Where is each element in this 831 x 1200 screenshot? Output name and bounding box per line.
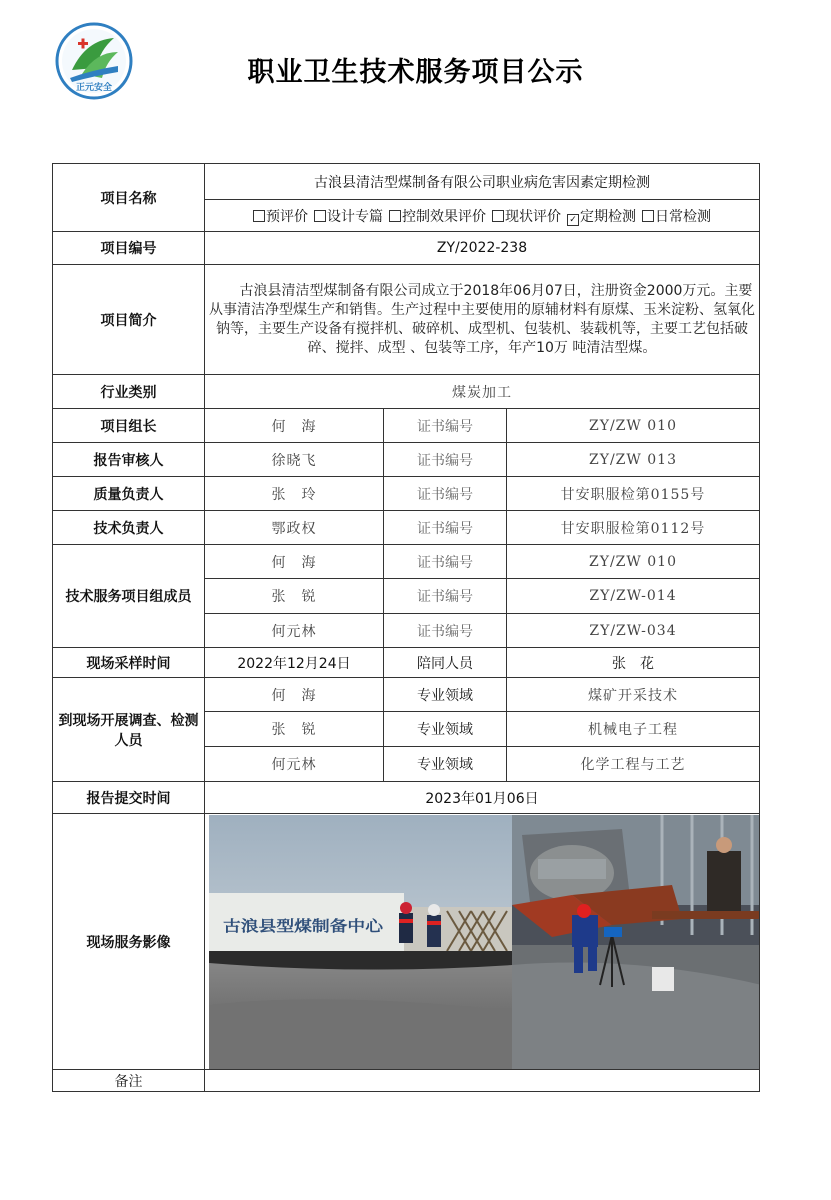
- remarks-value: [205, 1070, 760, 1092]
- field-staff-label: 到现场开展调查、检测人员: [53, 678, 205, 782]
- report-reviewer-name: 徐晓飞: [205, 443, 384, 477]
- report-reviewer-cert-label: 证书编号: [384, 443, 507, 477]
- checked-box-icon: ✓: [567, 214, 579, 226]
- service-type-option: [314, 206, 383, 226]
- quality-lead-label: 质量负责人: [53, 477, 205, 511]
- quality-lead-name: 张 玲: [205, 477, 384, 511]
- team-member-name: 何 海: [205, 545, 384, 579]
- service-type-option: [492, 206, 561, 226]
- team-member-cert-label: 证书编号: [384, 545, 507, 579]
- project-number-value: ZY/2022-238: [205, 232, 760, 265]
- field-staff-field-label: 专业领域: [384, 712, 507, 747]
- site-photo-indoor: [512, 815, 760, 1069]
- tech-lead-cert: 甘安职服检第0112号: [507, 511, 760, 545]
- team-member-name: 张 锐: [205, 579, 384, 614]
- empty-box-icon: [314, 210, 326, 222]
- service-type-option-label: 控制效果评价: [402, 208, 486, 225]
- photos-cell: [205, 814, 760, 1070]
- escort-value: 张 花: [507, 648, 760, 678]
- field-staff-field-label: 专业领域: [384, 747, 507, 782]
- project-intro-label: 项目简介: [53, 265, 205, 375]
- project-intro-body: 古浪县清洁型煤制备有限公司成立于2018年06月07日，注册资金2000万元。主要从事清洁净型煤生产和销售。生产过程中主要使用的原辅材料有原煤、玉米淀粉、氢氧化钠等，主要生产设备有搅拌机、破碎机、成型机、包装机、装载机等，主要工艺包括破碎、搅拌、成型 、包装等工序，年产10万 吨清洁型煤。: [209, 282, 755, 356]
- sampling-time-value: 2022年12月24日: [205, 648, 384, 678]
- field-staff-field: 机械电子工程: [507, 712, 760, 747]
- submit-time-value: 2023年01月06日: [205, 782, 760, 814]
- service-type-options: [205, 200, 760, 232]
- service-type-option-label: 设计专篇: [327, 208, 383, 225]
- team-label: 技术服务项目组成员: [53, 545, 205, 648]
- service-type-option-label: 定期检测: [580, 208, 636, 225]
- service-type-option: [253, 206, 308, 226]
- field-staff-field-label: 专业领域: [384, 678, 507, 712]
- service-type-option: [567, 206, 636, 226]
- service-type-option: [389, 206, 486, 226]
- remarks-label: 备注: [53, 1070, 205, 1092]
- service-type-option-label: 现状评价: [505, 208, 561, 225]
- project-leader-cert-label: 证书编号: [384, 409, 507, 443]
- empty-box-icon: [253, 210, 265, 222]
- service-type-option-label: 预评价: [266, 208, 308, 225]
- empty-box-icon: [492, 210, 504, 222]
- escort-label: 陪同人员: [384, 648, 507, 678]
- project-name-value: 古浪县清洁型煤制备有限公司职业病危害因素定期检测: [205, 164, 760, 200]
- field-staff-field: 煤矿开采技术: [507, 678, 760, 712]
- field-staff-name: 何 海: [205, 678, 384, 712]
- project-number-label: 项目编号: [53, 232, 205, 265]
- field-staff-name: 张 锐: [205, 712, 384, 747]
- team-member-name: 何元林: [205, 614, 384, 648]
- service-type-option-label: 日常检测: [655, 208, 711, 225]
- report-reviewer-label: 报告审核人: [53, 443, 205, 477]
- project-leader-label: 项目组长: [53, 409, 205, 443]
- industry-value: 煤炭加工: [205, 375, 760, 409]
- empty-box-icon: [642, 210, 654, 222]
- submit-time-label: 报告提交时间: [53, 782, 205, 814]
- team-member-cert: ZY/ZW-014: [507, 579, 760, 614]
- team-member-cert: ZY/ZW 010: [507, 545, 760, 579]
- quality-lead-cert-label: 证书编号: [384, 477, 507, 511]
- page-title: 职业卫生技术服务项目公示: [247, 57, 584, 88]
- photos-label: 现场服务影像: [53, 814, 205, 1070]
- site-photo-outdoor: [209, 815, 512, 1069]
- industry-label: 行业类别: [53, 375, 205, 409]
- service-type-option: [642, 206, 711, 226]
- project-leader-cert: ZY/ZW 010: [507, 409, 760, 443]
- sampling-time-label: 现场采样时间: [53, 648, 205, 678]
- team-member-cert: ZY/ZW-034: [507, 614, 760, 648]
- sign-text: 古浪县型煤制备中心: [223, 916, 385, 935]
- logo-text: 正元安全: [75, 83, 112, 93]
- project-leader-name: 何 海: [205, 409, 384, 443]
- tech-lead-cert-label: 证书编号: [384, 511, 507, 545]
- quality-lead-cert: 甘安职服检第0155号: [507, 477, 760, 511]
- field-staff-field: 化学工程与工艺: [507, 747, 760, 782]
- team-member-cert-label: 证书编号: [384, 579, 507, 614]
- field-staff-name: 何元林: [205, 747, 384, 782]
- team-member-cert-label: 证书编号: [384, 614, 507, 648]
- project-intro-text: [205, 265, 760, 375]
- info-table: [52, 163, 760, 1092]
- project-name-label: 项目名称: [53, 164, 205, 232]
- tech-lead-name: 鄂政权: [205, 511, 384, 545]
- empty-box-icon: [389, 210, 401, 222]
- report-reviewer-cert: ZY/ZW 013: [507, 443, 760, 477]
- tech-lead-label: 技术负责人: [53, 511, 205, 545]
